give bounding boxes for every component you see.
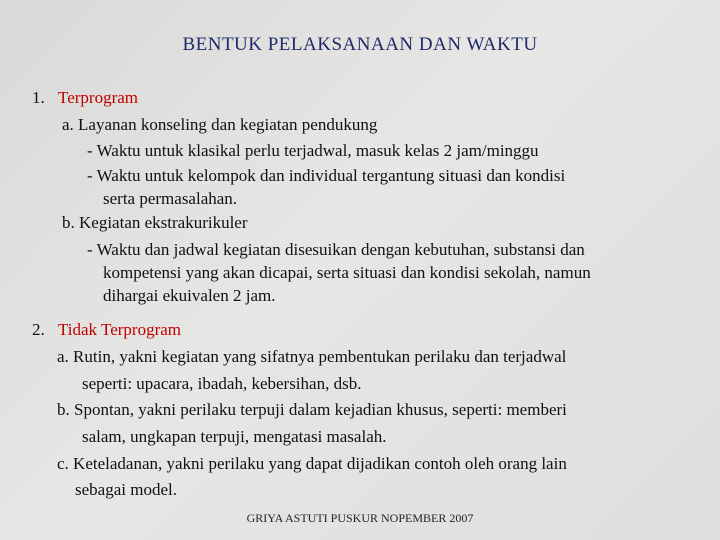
section1-heading: Terprogram (58, 88, 138, 107)
section2-heading: Tidak Terprogram (58, 320, 181, 339)
section1-b: b. Kegiatan ekstrakurikuler (62, 213, 248, 232)
section2-line: sebagai model. (75, 480, 177, 499)
section2-line: a. Rutin, yakni kegiatan yang sifatnya pembentukan perilaku dan terjadwal (57, 347, 567, 366)
slide-footer: GRIYA ASTUTI PUSKUR NOPEMBER 2007 (246, 511, 474, 525)
section1-b-item: - Waktu dan jadwal kegiatan disesuikan dengan kebutuhan, substansi dan (87, 240, 585, 259)
section1-a-item: serta permasalahan. (103, 189, 238, 208)
section1-b-item: dihargai ekuivalen 2 jam. (103, 286, 276, 305)
section1-a: a. Layanan konseling dan kegiatan pendukung (62, 115, 378, 134)
section2-line: c. Keteladanan, yakni perilaku yang dapat dijadikan contoh oleh orang lain (57, 454, 567, 473)
section2-number: 2. (32, 320, 45, 339)
section1-a-item: - Waktu untuk klasikal perlu terjadwal, masuk kelas 2 jam/minggu (87, 141, 539, 160)
section2-line: b. Spontan, yakni perilaku terpuji dalam kejadian khusus, seperti: memberi (57, 400, 567, 419)
section1-a-item: - Waktu untuk kelompok dan individual tergantung situasi dan kondisi (87, 166, 566, 185)
section2-line: salam, ungkapan terpuji, mengatasi masalah. (82, 427, 387, 446)
slide-title: BENTUK PELAKSANAAN DAN WAKTU (182, 34, 538, 55)
section1-number: 1. (32, 88, 45, 107)
section1-b-item: kompetensi yang akan dicapai, serta situasi dan kondisi sekolah, namun (103, 263, 591, 282)
section2-line: seperti: upacara, ibadah, kebersihan, dsb. (82, 374, 362, 393)
